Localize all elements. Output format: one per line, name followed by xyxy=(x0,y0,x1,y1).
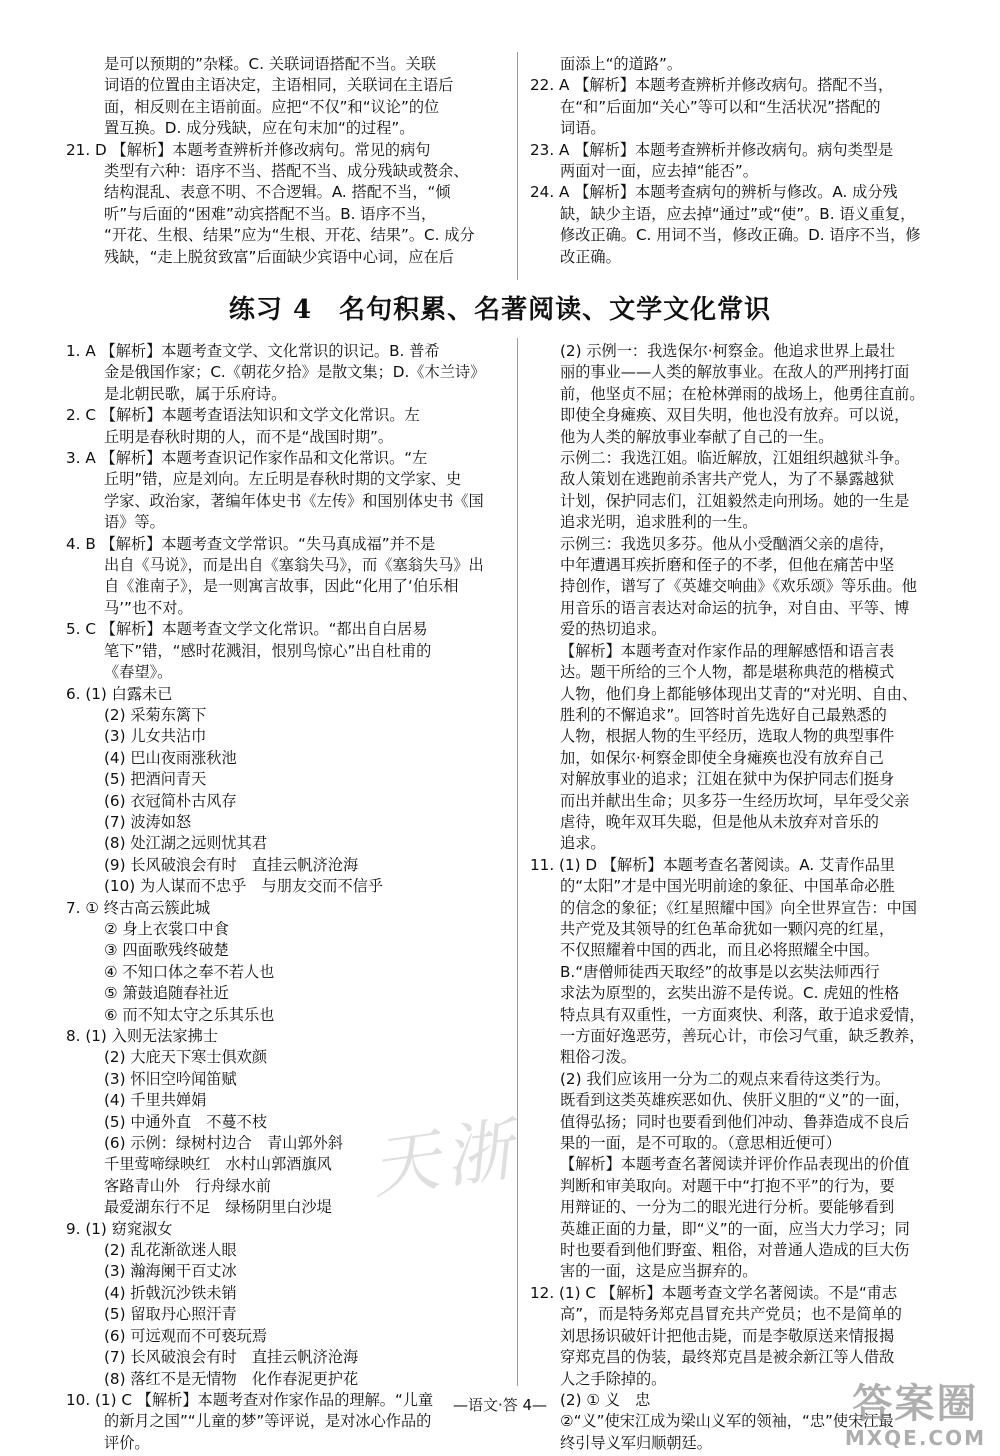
text-line: 听”与后面的“困难”动宾搭配不当。B. 语序不当， xyxy=(104,204,437,223)
text-line: 12. (1) C 【解析】本题考查文学名著阅读。不是“甫志 xyxy=(530,1283,898,1302)
text-line: ⑤ 箫鼓追随春社近 xyxy=(104,984,229,1003)
text-line: 7. ① 终古高云簇此城 xyxy=(66,898,211,917)
text-line: (8) 处江湖之远则忧其君 xyxy=(104,834,268,853)
text-line: 最爱湖东行不足 绿杨阴里白沙堤 xyxy=(104,1198,332,1217)
text-line: 的“太阳”才是中国光明前途的象征、中国革命必胜 xyxy=(560,877,895,896)
text-line: 自《淮南子》，是一则寓言故事，因此“化用了‘伯乐相 xyxy=(104,577,459,596)
text-line: 《春望》。 xyxy=(104,663,173,682)
text-line: 即使全身瘫痪、双目失明，他也没有放弃。可以说， xyxy=(560,406,910,425)
text-line: 词语。 xyxy=(560,119,606,138)
logo-url: MXQE.COM xyxy=(844,1426,986,1450)
text-line: (6) 衣冠简朴古风存 xyxy=(104,791,237,810)
text-line: 人物，他们身上都能够体现出艾青的“对光明、自由、 xyxy=(560,684,918,703)
text-line: 既看到这类英雄疾恶如仇、侠肝义胆的“义”的一面， xyxy=(560,1091,910,1110)
text-line: 用辩证的、一分为二的眼光进行分析。要能够看到 xyxy=(560,1198,895,1217)
watermark: 天浙 xyxy=(366,1110,524,1209)
text-line: 对解放事业的追求；江姐在狱中为保护同志们挺身 xyxy=(560,770,895,789)
text-line: 置互换。D. 成分残缺，应在句末加“的过程”。 xyxy=(104,119,415,138)
logo-text: 答案圈 xyxy=(852,1381,979,1427)
text-line: (4) 折戟沉沙铁未销 xyxy=(104,1283,237,1302)
top-left-column xyxy=(66,54,502,268)
text-line: 【解析】本题考查名著阅读并评价作品表现出的价值 xyxy=(560,1155,910,1174)
text-line: 21. D 【解析】本题考查辨析并修改病句。常见的病句 xyxy=(66,140,431,159)
text-line: 千里莺啼绿映红 水村山郭酒旗风 xyxy=(104,1155,332,1174)
text-line: 残缺，“走上脱贫致富”后面缺少宾语中心词，应在后 xyxy=(104,247,454,266)
text-line: (9) 长风破浪会有时 直挂云帆济沧海 xyxy=(104,855,359,874)
text-line: ⑥ 而不知太守之乐其乐也 xyxy=(104,1005,275,1024)
text-line: 示例二：我选江姐。临近解放，江姐组织越狱斗争。 xyxy=(560,449,910,468)
text-line: 学家、政治家，著编年体史书《左传》和国别体史书《国 xyxy=(104,491,484,510)
text-line: 面添上“的道路”。 xyxy=(560,55,683,73)
text-line: 在“和”后面加“关心”等可以和“生活状况”搭配的 xyxy=(560,97,881,116)
text-line: 粗俗刁泼。 xyxy=(560,1048,636,1067)
text-line: 追求光明，追求胜利的一生。 xyxy=(560,513,758,532)
top-right-column xyxy=(530,54,970,268)
text-line: 时也要看到他们野蛮、粗俗，对普通人造成的巨大伤 xyxy=(560,1241,910,1260)
text-line: “开花、生根、结果”应为“生根、开花、结果”。C. 成分 xyxy=(104,226,475,245)
text-line: (2) 乱花渐欲迷人眼 xyxy=(104,1241,237,1260)
text-line: 计划，保护同志们，江姐毅然走向刑场。她的一生是 xyxy=(560,491,910,510)
text-line: 判断和审美取向。对题干中“打抱不平”的行为，要 xyxy=(560,1176,895,1195)
text-line: 高”，而是特务郑克昌冒充共产党员；也不是简单的 xyxy=(560,1305,902,1324)
text-line: 果的一面，是不可取的。（意思相近便可） xyxy=(560,1134,841,1153)
text-line: 爱的热切追求。 xyxy=(560,620,667,639)
site-logo xyxy=(845,1382,986,1450)
text-line: (7) 长风破浪会有时 直挂云帆济沧海 xyxy=(104,1348,359,1367)
text-line: 的信念的象征；《红星照耀中国》向全世界宣告：中国 xyxy=(560,898,917,917)
text-line: 丘明是春秋时期的人，而不是“战国时期”。 xyxy=(104,427,394,446)
text-line: ② 身上衣裳口中食 xyxy=(104,919,229,938)
text-line: 9. (1) 窈窕淑女 xyxy=(66,1219,173,1238)
text-line: 达。题干所给的三个人物，都是堪称典范的楷模式 xyxy=(560,663,895,682)
text-line: 英雄正面的力量，即“义”的一面，应当大力学习；同 xyxy=(560,1219,910,1238)
text-line: 前，他坚贞不屈；在枪林弹雨的战场上，他勇往直前。 xyxy=(560,384,925,403)
text-line: (4) 巴山夜雨涨秋池 xyxy=(104,748,237,767)
text-line: 词语的位置由主语决定，主语相同，关联词在主语后 xyxy=(104,76,454,95)
text-line: 10. (1) C 【解析】本题考查对作家作品的理解。“儿童 xyxy=(66,1390,434,1409)
text-line: 语》等。 xyxy=(104,513,165,532)
text-line: 出自《马说》，而是出自《塞翁失马》，而《塞翁失马》出 xyxy=(104,556,484,575)
text-line: 用音乐的语言表达对命运的抗争，对自由、平等、博 xyxy=(560,598,910,617)
text-line: 6. (1) 白露未已 xyxy=(66,684,173,703)
text-line: (5) 留取丹心照汗青 xyxy=(104,1305,237,1324)
text-line: 1. A 【解析】本题考查文学、文化常识的识记。B. 普希 xyxy=(66,342,440,360)
page-footer: —语文·答 4— xyxy=(452,1396,548,1414)
text-line: 4. B 【解析】本题考查文学常识。“失马真成福”并不是 xyxy=(66,534,436,553)
text-line: (2) 采菊东篱下 xyxy=(104,705,207,724)
text-line: 一方面好逸恶劳，善玩心计，市侩习气重，缺乏教养， xyxy=(560,1027,925,1045)
text-line: (2) 大庇天下寒士俱欢颜 xyxy=(104,1048,268,1067)
section-title: 练习 4 名句积累、名著阅读、文学文化常识 xyxy=(228,295,772,325)
text-line: 2. C 【解析】本题考查语法知识和文学文化常识。左 xyxy=(66,406,420,425)
text-line: 马’”也不对。 xyxy=(104,598,193,617)
text-line: 胜利的不懈追求”。回答时首先选好自己最熟悉的 xyxy=(560,705,887,724)
text-line: 他为人类的解放事业奉献了自己的一生。 xyxy=(560,427,834,446)
bottom-right-column xyxy=(530,341,970,1454)
text-line: 人之手除掉的。 xyxy=(560,1369,667,1388)
text-line: 3. A 【解析】本题考查识记作家作品和文化常识。“左 xyxy=(66,449,428,468)
text-line: 11. (1) D 【解析】本题考查名著阅读。A. 艾青作品里 xyxy=(530,855,895,874)
text-line: 虐待，晚年双耳失聪，但是他从未放弃对音乐的 xyxy=(560,812,879,831)
text-line: 是可以预期的”杂糅。C. 关联词语搭配不当。关联 xyxy=(104,55,436,73)
text-line: (3) 怀旧空吟闻笛赋 xyxy=(104,1069,237,1088)
text-line: 追求。 xyxy=(560,834,606,853)
bottom-column-divider xyxy=(517,338,518,1386)
text-line: 害的一面，这是应当摒弃的。 xyxy=(560,1262,758,1281)
text-line: 5. C 【解析】本题考查文学文化常识。“都出自白居易 xyxy=(66,620,428,639)
text-line: (2) 示例一：我选保尔·柯察金。他追求世界上最壮 xyxy=(560,342,895,360)
text-line: 类型有六种：语序不当、搭配不当、成分残缺或赘余、 xyxy=(104,162,469,181)
text-line: 【解析】本题考查对作家作品的理解感悟和语言表 xyxy=(560,641,895,660)
text-line: (8) 落红不是无情物 化作春泥更护花 xyxy=(104,1369,359,1388)
text-line: 结构混乱、表意不明、不合逻辑。A. 搭配不当，“倾 xyxy=(104,183,451,202)
text-line: 笔下”错，“感时花溅泪，恨别鸟惊心”出自杜甫的 xyxy=(104,641,432,660)
text-line: (2) ① 义 忠 xyxy=(560,1390,651,1409)
text-line: 终引导义军归顺朝廷。 xyxy=(560,1433,712,1452)
text-line: 敌人策划在逃跑前杀害共产党人，为了不暴露越狱 xyxy=(560,470,895,489)
text-line: (6) 可远观而不可亵玩焉 xyxy=(104,1326,268,1345)
text-line: 丽的事业——人类的解放事业。在敌人的严刑拷打面 xyxy=(560,363,910,382)
text-line: 修改正确。C. 用词不当，修改正确。D. 语序不当，修 xyxy=(560,226,921,245)
text-line: 24. A 【解析】本题考查病句的辨析与修改。A. 成分残 xyxy=(530,183,898,202)
text-line: 缺，缺少主语，应去掉“通过”或“使”。B. 语义重复， xyxy=(560,204,916,223)
text-line: 22. A 【解析】本题考查辨析并修改病句。搭配不当， xyxy=(530,76,894,95)
text-line: 是北朝民歌，属于乐府诗。 xyxy=(104,384,287,403)
text-line: (2) 我们应该用一分为二的观点来看待这类行为。 xyxy=(560,1069,891,1088)
text-line: 值得弘扬；同时也要看到他们冲动、鲁莽造成不良后 xyxy=(560,1112,910,1131)
text-line: 评价。 xyxy=(104,1433,150,1452)
text-line: ④ 不知口体之奉不若人也 xyxy=(104,962,275,981)
top-column-divider xyxy=(517,52,518,280)
text-line: 两面对一面，应去掉“能否”。 xyxy=(560,162,758,181)
text-line: (7) 波涛如怒 xyxy=(104,812,192,831)
text-line: 持创作，谱写了《英雄交响曲》《欢乐颂》等乐曲。他 xyxy=(560,577,917,596)
text-line: 改正确。 xyxy=(560,247,621,266)
text-line: 丘明”错，应是刘向。左丘明是春秋时期的文学家、史 xyxy=(104,470,462,489)
text-line: 23. A 【解析】本题考查辨析并修改病句。病句类型是 xyxy=(530,140,894,159)
text-line: 金是俄国作家；C.《朝花夕拾》是散文集；D.《木兰诗》 xyxy=(104,363,486,382)
text-line: 求法为原型的，玄奘出游不是传说。C. 虎妞的性格 xyxy=(560,984,900,1003)
text-line: 刘思扬识破奸计把他击毙，而是李敬原送来情报揭 xyxy=(560,1326,895,1345)
text-line: 客路青山外 行舟绿水前 xyxy=(104,1176,272,1195)
text-line: 穿郑克昌的伪装，最终郑克昌是被余新江等人借敌 xyxy=(560,1348,895,1367)
text-line: 而出并献出生命；贝多芬一生经历坎坷，早年受父亲 xyxy=(560,791,910,810)
bottom-left-column xyxy=(66,341,510,1454)
text-line: (3) 儿女共沾巾 xyxy=(104,727,207,746)
text-line: ③ 四面歌残终破楚 xyxy=(104,941,229,960)
text-line: (5) 把酒问青天 xyxy=(104,770,207,789)
text-line: 人物，根据人物的生平经历，选取人物的典型事件 xyxy=(560,727,895,746)
text-line: 特点具有双重性，一方面爽快、利落，敢于追求爱情， xyxy=(560,1005,925,1024)
text-line: ②“义”使宋江成为梁山义军的领袖，“忠”使宋江最 xyxy=(560,1412,894,1431)
text-line: 中年遭遇耳疾折磨和侄子的不孝，但他在痛苦中坚 xyxy=(560,556,895,575)
text-line: (4) 千里共婵娟 xyxy=(104,1091,207,1110)
text-line: 加，如保尔·柯察金即使全身瘫痪也没有放弃自己 xyxy=(560,748,884,767)
text-line: 共产党及其领导的红色革命犹如一颗闪亮的红星， xyxy=(560,919,895,938)
text-line: B.“唐僧师徒西天取经”的故事是以玄奘法师西行 xyxy=(560,962,880,981)
text-line: 不仅照耀着中国的西北，而且必将照耀全中国。 xyxy=(560,941,879,960)
text-line: 面，相反则在主语前面。应把“不仅”和“议论”的位 xyxy=(104,97,440,116)
text-line: (5) 中通外直 不蔓不枝 xyxy=(104,1112,268,1131)
text-line: (10) 为人谋而不忠乎 与朋友交而不信乎 xyxy=(104,877,384,896)
text-line: 示例三：我选贝多芬。他从小受酗酒父亲的虐待， xyxy=(560,534,895,553)
text-line: (3) 瀚海阑干百丈冰 xyxy=(104,1262,237,1281)
text-line: (6) 示例：绿树村边合 青山郭外斜 xyxy=(104,1134,343,1153)
text-line: 8. (1) 入则无法家拂士 xyxy=(66,1027,218,1045)
text-line: 的新月之国”“儿童的梦”等评说，是对冰心作品的 xyxy=(104,1412,432,1431)
